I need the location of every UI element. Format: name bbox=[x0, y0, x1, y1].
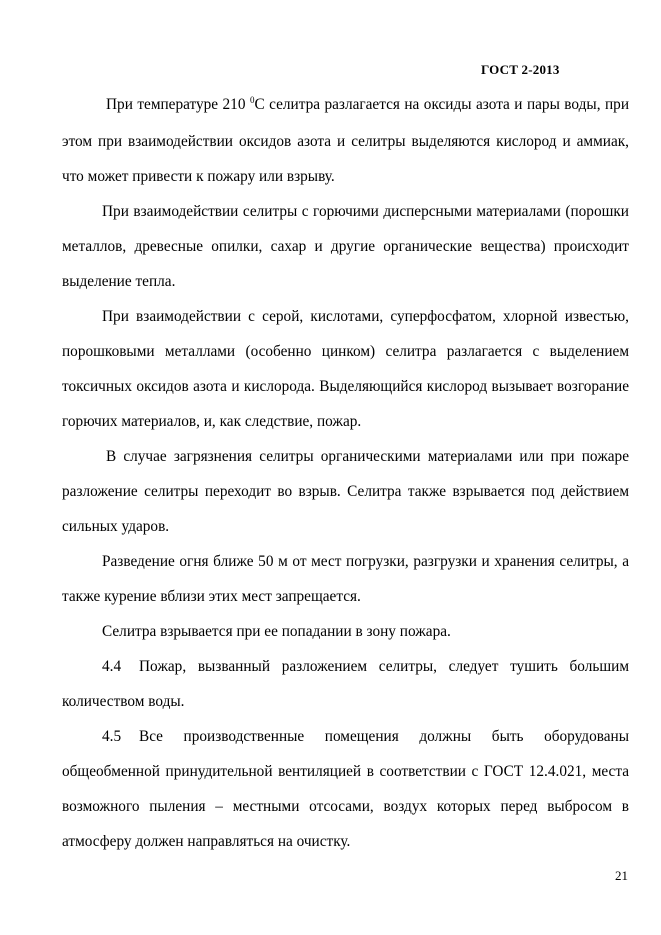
clause-4-5 bbox=[62, 719, 629, 859]
document-body bbox=[62, 87, 629, 859]
paragraph-fire-zone bbox=[62, 614, 629, 649]
clause-number: 4.5 bbox=[102, 728, 122, 745]
page-number-text: 21 bbox=[615, 868, 628, 883]
paragraph-toxic-oxides bbox=[62, 299, 629, 439]
paragraph-temperature-decomposition bbox=[62, 87, 629, 194]
paragraph-text: Разведение огня ближе 50 м от мест погрузки, разгрузки и хранения селитры, а также курение вблизи этих мест запрещается. bbox=[62, 553, 629, 605]
paragraph-text: С селитра разлагается на оксиды азота и пары воды, при этом при взаимодействии оксидов азота и селитры выделяются кислород и аммиак, что может привести к пожару или взрыву. bbox=[62, 96, 629, 185]
clause-4-4 bbox=[62, 649, 629, 719]
paragraph-contamination-explosion bbox=[62, 439, 629, 544]
paragraph-text: Селитра взрывается при ее попадании в зону пожара. bbox=[102, 623, 451, 640]
paragraph-text: При температуре 210 bbox=[106, 96, 250, 113]
page-number bbox=[615, 868, 628, 884]
paragraph-text: При взаимодействии селитры с горючими дисперсными материалами (порошки металлов, древесные опилки, сахар и другие органические вещества) происходит выделение тепла. bbox=[62, 203, 629, 290]
paragraph-text: Все производственные помещения должны быть оборудованы общеобменной принудительной вентиляцией в соответствии с ГОСТ 12.4.021, места возможного пыления – местными отсосами, воздух которых перед выбросом в атмосферу должен направляться на очистку. bbox=[62, 728, 629, 850]
clause-number: 4.4 bbox=[102, 658, 122, 675]
degree-superscript: 0 bbox=[249, 95, 255, 105]
document-header bbox=[481, 62, 560, 78]
paragraph-text: В случае загрязнения селитры органическими материалами или при пожаре разложение селитры переходит во взрыв. Селитра также взрывается под действием сильных ударов. bbox=[62, 448, 629, 535]
paragraph-combustible-interaction bbox=[62, 194, 629, 299]
gost-code: ГОСТ 2-2013 bbox=[481, 62, 560, 77]
paragraph-text: При взаимодействии с серой, кислотами, суперфосфатом, хлорной известью, порошковыми металлами (особенно цинком) селитра разлагается с выделением токсичных оксидов азота и кислорода. Выделяющийся кислород вызывает возгорание горючих материалов, и, как следствие, пожар. bbox=[62, 308, 629, 430]
paragraph-fire-distance bbox=[62, 544, 629, 614]
paragraph-text: Пожар, вызванный разложением селитры, следует тушить большим количеством воды. bbox=[62, 658, 629, 710]
